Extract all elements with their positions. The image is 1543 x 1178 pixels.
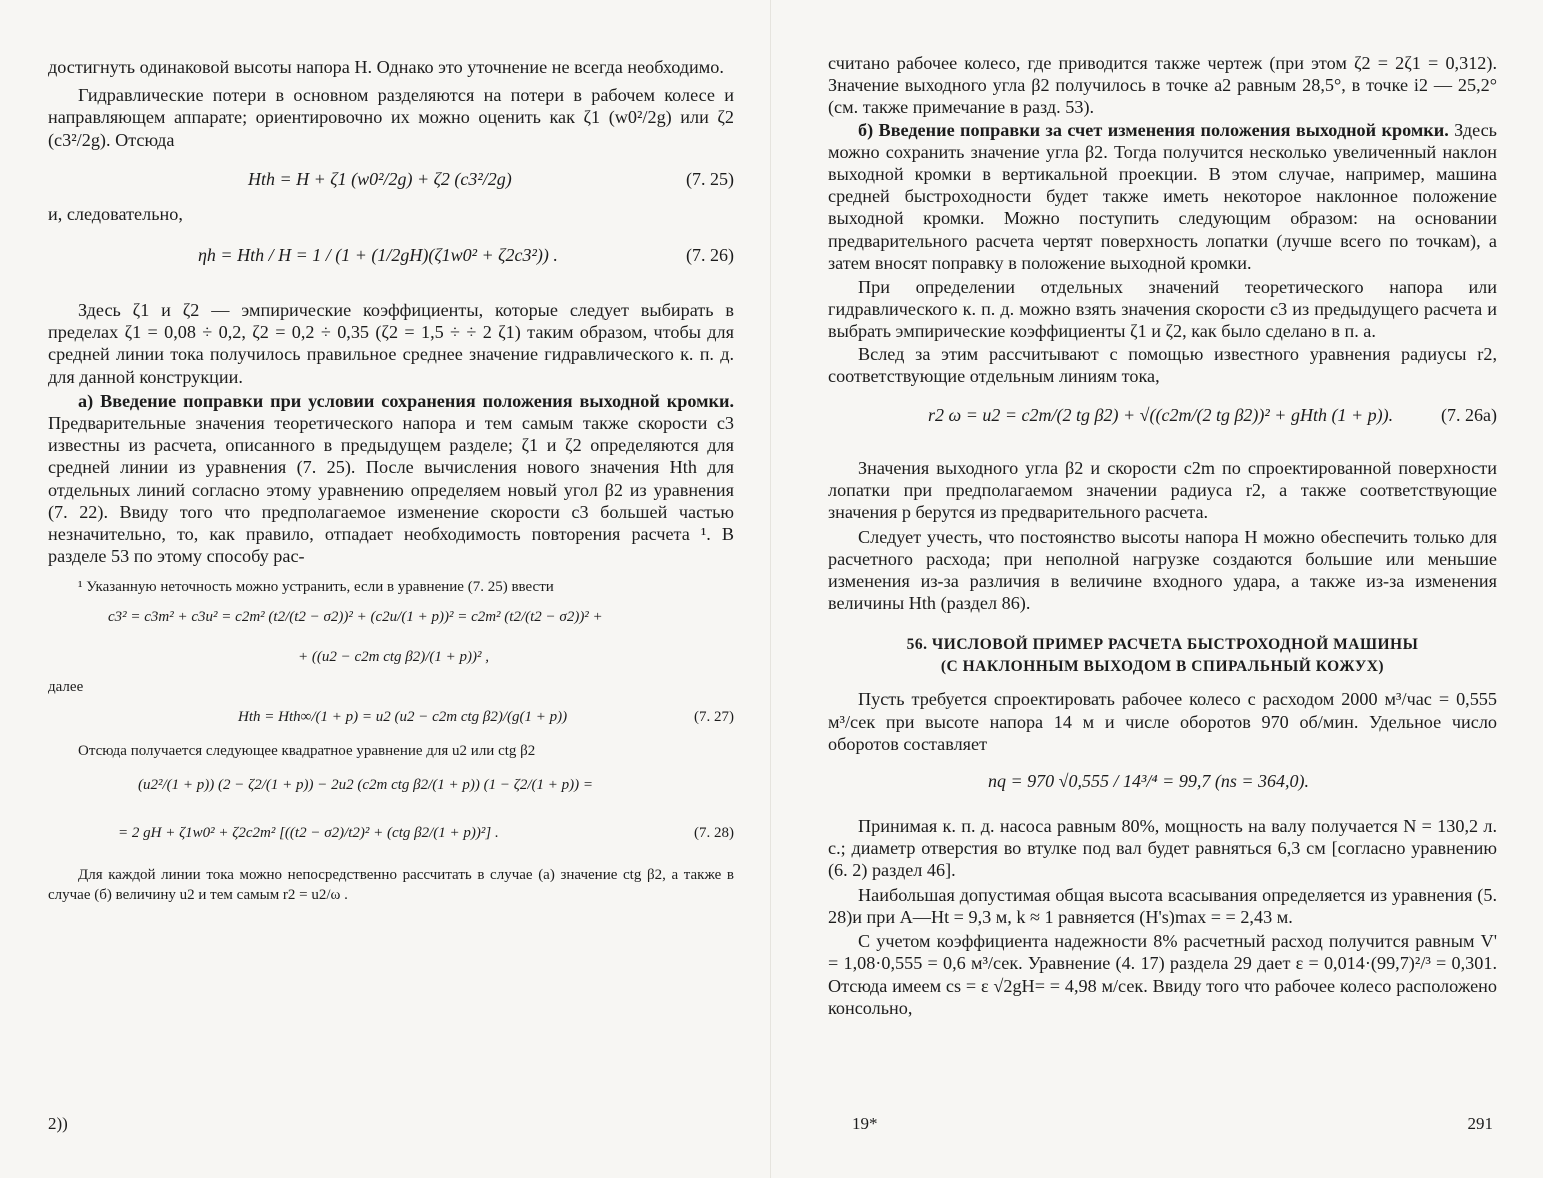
equation-7-27-body: Hth = Hth∞/(1 + p) = u2 (u2 − c2m ctg β2)/(g(1 + p)) (238, 709, 568, 726)
left-paragraph-3: и, следовательно, (48, 203, 183, 224)
equation-7-26-body: ηh = Hth / H = 1 / (1 + (1/2gH)(ζ1w0² + ζ2c3²)) . (198, 245, 558, 266)
left-paragraph-4: Здесь ζ1 и ζ2 — эмпирические коэффициенты, которые следует выбирать в пределах ζ1 = 0,08 ÷ 0,2, ζ2 = 0,2 ÷ 0,35 (ζ2 = 1,5 ÷ ÷ 2 ζ1) таким образом, чтобы для средней линии тока получилось правильное среднее значение гидравлического к. п. д. для данной конструкции. (48, 300, 734, 387)
section-56-heading (828, 634, 1497, 678)
equation-7-27-number: (7. 27) (694, 709, 734, 726)
equation-7-25-body: Hth = H + ζ1 (w0²/2g) + ζ2 (c3²/2g) (248, 168, 512, 189)
page-gutter (770, 0, 771, 1178)
left-paragraph-1: достигнуть одинаковой высоты напора H. Однако это уточнение не всегда необходимо. (48, 57, 724, 77)
right-paragraph-6: Следует учесть, что постоянство высоты напора H можно обеспечить только для расчетного расхода; при неполной нагрузке создаются большие или меньшие изменения из-за различия в величине входного удара, а также из-за изменения величины Hth (раздел 86). (828, 526, 1497, 614)
right-paragraph-9: Наибольшая допустимая общая высота всасывания определяется из уравнения (5. 28)и при A—Ht = 9,3 м, k ≈ 1 равняется (H's)max = = 2,43 м. (828, 884, 1497, 927)
section-56-heading-line2: (С НАКЛОННЫМ ВЫХОДОМ В СПИРАЛЬНЫЙ КОЖУХ) (940, 658, 1385, 676)
right-paragraph-5: Значения выходного угла β2 и скорости c2m по спроектированной поверхности лопатки при предполагаемом значении радиуса r2, а также соответствующие значения p берутся из предварительного расчета. (828, 458, 1497, 523)
right-paragraph-10: С учетом коэффициента надежности 8% расчетный расход получится равным V' = 1,08·0,555 = 0,6 м³/сек. Уравнение (4. 17) раздела 29 дает ε = 0,014·(99,7)²/³ = 0,301. Отсюда имеем cs = ε √2gH= = 4,98 м/сек. Ввиду того что рабочее колесо расположено консольно, (828, 931, 1497, 1018)
section-a-title: а) Введение поправки при условии сохранения положения выходной кромки. (78, 390, 734, 411)
equation-7-26-number: (7. 26) (686, 245, 734, 266)
footnote-equation-c3-line2: + ((u2 − c2m ctg β2)/(1 + p))² , (298, 649, 490, 666)
footnote-dalee: далее (48, 679, 84, 696)
right-page (780, 0, 1543, 1178)
left-paragraph-2: Гидравлические потери в основном разделяются на потери в рабочем колесе и направляющем аппарате; ориентировочно их можно оценить как ζ1 (w0²/2g) или ζ2 (c3²/2g). Отсюда (48, 85, 734, 150)
footnote-3: Для каждой линии тока можно непосредственно рассчитать в случае (а) значение ctg β2, а также в случае (б) величину u2 и тем самым r2 = u2/ω . (48, 867, 734, 904)
section-a-text: Предварительные значения теоретического напора и тем самым также скорости c3 известны из расчета, описанного в предыдущем разделе; ζ1 и ζ2 определяются для средней линии из уравнения (7. 25). После вычисления нового значения Hth для отдельных линий согласно этому уравнению определяем новый угол β2 из уравнения (7. 22). Ввиду того что предполагаемое изменение скорости c3 большей частью незначительно, то, как правило, отпадает необходимость повторения расчета ¹. В разделе 53 по этому способу рас- (48, 413, 734, 567)
equation-7-28-part1: (u2²/(1 + p)) (2 − ζ2/(1 + p)) − 2u2 (c2m ctg β2/(1 + p)) (1 − ζ2/(1 + p)) = (138, 777, 593, 794)
equation-7-25 (48, 159, 734, 203)
left-paragraph-5 (48, 390, 734, 568)
equation-7-25-number: (7. 25) (686, 168, 734, 189)
right-paragraph-2 (828, 119, 1497, 274)
section-56-heading-line1: 56. ЧИСЛОВОЙ ПРИМЕР РАСЧЕТА БЫСТРОХОДНОЙ МАШИНЫ (906, 636, 1419, 654)
equation-nq (828, 755, 1497, 811)
section-b-text: Здесь можно сохранить значение угла β2. Тогда получится несколько увеличенный наклон выходной кромки в вертикальной проекции. В этом случае, например, машина средней быстроходности будет также иметь некоторое наклонное положение выходной кромки. Можно поступить следующим образом: на основании предварительного расчета чертят поверхность лопатки (лучше всего по точкам), а затем вносят поправку в положение выходной кромки. (828, 119, 1497, 273)
right-paragraph-3: При определении отдельных значений теоретического напора или гидравлического к. п. д. можно взять значения скорости c3 из предыдущего расчета и выбрать эмпирические коэффициенты ζ1 и ζ2, как было сделано в п. а. (828, 277, 1497, 342)
equation-7-26 (48, 225, 734, 289)
equation-7-26a (828, 387, 1497, 453)
equation-7-27 (48, 697, 734, 741)
right-page-number: 291 (1467, 1114, 1493, 1133)
equation-nq-body: nq = 970 √0,555 / 14³/⁴ = 99,7 (ns = 364,0). (988, 771, 1309, 792)
section-b-title: б) Введение поправки за счет изменения положения выходной кромки. (858, 119, 1449, 140)
right-paragraph-8: Принимая к. п. д. насоса равным 80%, мощность на валу получается N = 130,2 л. с.; диаметр отверстия во втулке под вал будет равняться 6,3 см [согласно уравнению (6. 2) раздел 46]. (828, 816, 1497, 881)
right-paragraph-7: Пусть требуется спроектировать рабочее колесо с расходом 2000 м³/час = 0,555 м³/сек при высоте напора 14 м и числе оборотов 970 об/мин. Удельное число оборотов составляет (828, 689, 1497, 754)
equation-7-28-line2 (48, 809, 734, 859)
footnote-1: ¹ Указанную неточность можно устранить, если в уравнение (7. 25) ввести (78, 579, 554, 596)
left-page (0, 0, 760, 1178)
equation-7-26a-body: r2 ω = u2 = c2m/(2 tg β2) + √((c2m/(2 tg β2))² + gHth (1 + p)). (928, 405, 1394, 426)
right-paragraph-4: Вслед за этим рассчитывают с помощью известного уравнения радиусы r2, соответствующие отдельным линиям тока, (828, 343, 1497, 386)
footnote-equation-c3-cont (48, 637, 734, 677)
footnote-2: Отсюда получается следующее квадратное уравнение для u2 или ctg β2 (78, 743, 536, 760)
left-page-number: 2)) (48, 1114, 68, 1133)
right-paragraph-1: считано рабочее колесо, где приводится также чертеж (при этом ζ2 = 2ζ1 = 0,312). Значение выходного угла β2 получилось в точке a2 равным 28,5°, в точке i2 — 25,2° (см. также примечание в разд. 53). (828, 53, 1497, 118)
footnote-equation-c3-line1: c3² = c3m² + c3u² = c2m² (t2/(t2 − σ2))² + (c2u/(1 + p))² = c2m² (t2/(t2 − σ2))² + (108, 609, 603, 626)
footnote-equation-c3 (48, 597, 734, 637)
equation-7-28-line1 (48, 761, 734, 809)
signature-mark: 19* (852, 1114, 878, 1133)
equation-7-28-part2: = 2 gH + ζ1w0² + ζ2c2m² [((t2 − σ2)/t2)² + (ctg β2/(1 + p))²] . (118, 825, 499, 842)
equation-7-26a-number: (7. 26a) (1441, 405, 1497, 426)
equation-7-28-number: (7. 28) (694, 825, 734, 842)
